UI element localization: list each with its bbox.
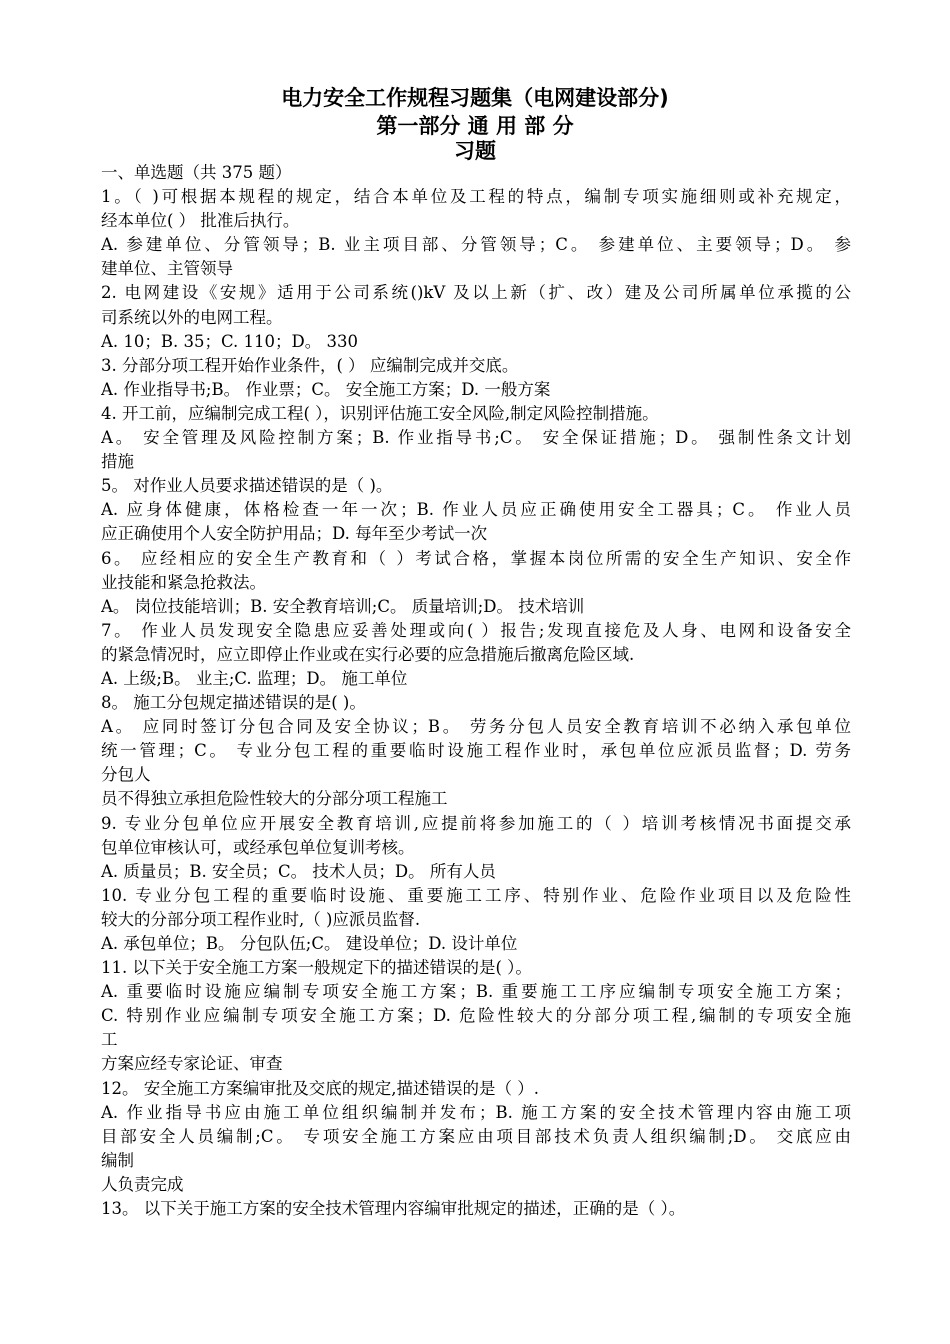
text-line: C. 特别作业应编制专项安全施工方案；D. 危险性较大的分部分项工程,编制的专项安全施 xyxy=(101,1006,851,1026)
text-line: 建单位、主管领导 xyxy=(101,259,233,279)
text-line: 6。 应经相应的安全生产教育和（ ）考试合格，掌握本岗位所需的安全生产知识、安全作 xyxy=(101,548,851,568)
text-line: A. 承包单位；B。 分包队伍;C。 建设单位；D. 设计单位 xyxy=(101,934,518,953)
text-line: A. 上级;B。 业主;C. 监理；D。 施工单位 xyxy=(101,668,408,688)
text-line: 方案应经专家论证、审查 xyxy=(101,1054,283,1074)
text-line: 统一管理；C。 专业分包工程的重要临时设施工程作业时，承包单位应派员监督；D. 劳务 xyxy=(101,741,851,761)
text-line: 较大的分部分项工程作业时,（ )应派员监督. xyxy=(101,909,421,929)
text-line: 3. 分部分项工程开始作业条件，( ） 应编制完成并交底。 xyxy=(101,355,519,375)
text-line: 11. 以下关于安全施工方案一般规定下的描述错误的是( ）。 xyxy=(101,958,532,978)
text-line: 经本单位( ） 批准后执行。 xyxy=(101,211,300,231)
text-line: 业技能和紧急抢救法。 xyxy=(101,572,266,592)
document-subtitle-part: 第一部分 通 用 部 分 xyxy=(376,114,574,138)
text-line: 包单位审核认可，或经承包单位复训考核。 xyxy=(101,837,415,857)
text-line: A。 应同时签订分包合同及安全协议；B。 劳务分包人员安全教育培训不必纳入承包单位 xyxy=(101,717,851,737)
text-line: 应正确使用个人安全防护用品；D. 每年至少考试一次 xyxy=(101,524,488,544)
text-line: 的紧急情况时，应立即停止作业或在实行必要的应急措施后撤离危险区域. xyxy=(101,644,635,664)
text-line: 分包人 xyxy=(101,765,151,785)
text-line: A. 质量员；B. 安全员；C。 技术人员；D。 所有人员 xyxy=(101,861,496,881)
text-line: 7。 作业人员发现安全隐患应妥善处理或向( ）报告;发现直接危及人身、电网和设备安全 xyxy=(101,620,851,640)
text-line: 12。 安全施工方案编审批及交底的规定,描述错误的是（ ）. xyxy=(101,1078,539,1098)
text-line: 2. 电网建设《安规》适用于公司系统()kV 及以上新（扩、改）建及公司所属单位承揽的公 xyxy=(101,283,851,303)
text-line: A. 作业指导书应由施工单位组织编制并发布；B. 施工方案的安全技术管理内容由施工项 xyxy=(101,1102,851,1122)
text-line: 工 xyxy=(101,1030,118,1050)
text-line: A。 安全管理及风险控制方案；B. 作业指导书;C。 安全保证措施；D。 强制性条文计划 xyxy=(101,428,851,448)
text-line: A。 岗位技能培训；B. 安全教育培训;C。 质量培训;D。 技术培训 xyxy=(101,596,585,616)
text-line: 编制 xyxy=(101,1150,134,1170)
text-line: A. 10；B. 35；C. 110；D。 330 xyxy=(101,331,358,351)
text-line: 4. 开工前，应编制完成工程( ），识别评估施工安全风险,制定风险控制措施。 xyxy=(101,403,659,423)
text-line: 1。（ )可根据本规程的规定，结合本单位及工程的特点，编制专项实施细则或补充规定， xyxy=(101,187,851,207)
document-subtitle-exercises: 习题 xyxy=(454,139,496,163)
text-line: 员不得独立承担危险性较大的分部分项工程施工 xyxy=(101,789,448,809)
text-line: 9. 专业分包单位应开展安全教育培训,应提前将参加施工的（ ）培训考核情况书面提交承 xyxy=(101,813,851,833)
text-line: A. 应身体健康，体格检查一年一次；B. 作业人员应正确使用安全工器具；C。 作业人员 xyxy=(101,500,851,520)
text-line: 人负责完成 xyxy=(101,1174,184,1194)
document-title: 电力安全工作规程习题集（电网建设部分) xyxy=(281,86,669,110)
text-line: 措施 xyxy=(101,452,134,472)
text-line: A. 作业指导书;B。 作业票；C。 安全施工方案；D. 一般方案 xyxy=(101,379,551,399)
text-line: 13。 以下关于施工方案的安全技术管理内容编审批规定的描述，正确的是（ ）。 xyxy=(101,1199,686,1219)
text-line: A. 重要临时设施应编制专项安全施工方案；B. 重要施工工序应编制专项安全施工方案； xyxy=(101,982,851,1002)
text-line: A. 参建单位、分管领导；B. 业主项目部、分管领导；C。 参建单位、主要领导；D。 参 xyxy=(101,235,851,255)
text-line: 10. 专业分包工程的重要临时设施、重要施工工序、特别作业、危险作业项目以及危险性 xyxy=(101,885,851,905)
text-line: 司系统以外的电网工程。 xyxy=(101,307,283,327)
text-line: 一、单选题（共 375 题） xyxy=(101,163,292,182)
text-line: 8。 施工分包规定描述错误的是( )。 xyxy=(101,693,366,713)
document-body xyxy=(101,161,851,1221)
text-line: 目部安全人员编制;C。 专项安全施工方案应由项目部技术负责人组织编制;D。 交底应由 xyxy=(101,1126,851,1146)
text-line: 5。 对作业人员要求描述错误的是（ )。 xyxy=(101,476,393,496)
